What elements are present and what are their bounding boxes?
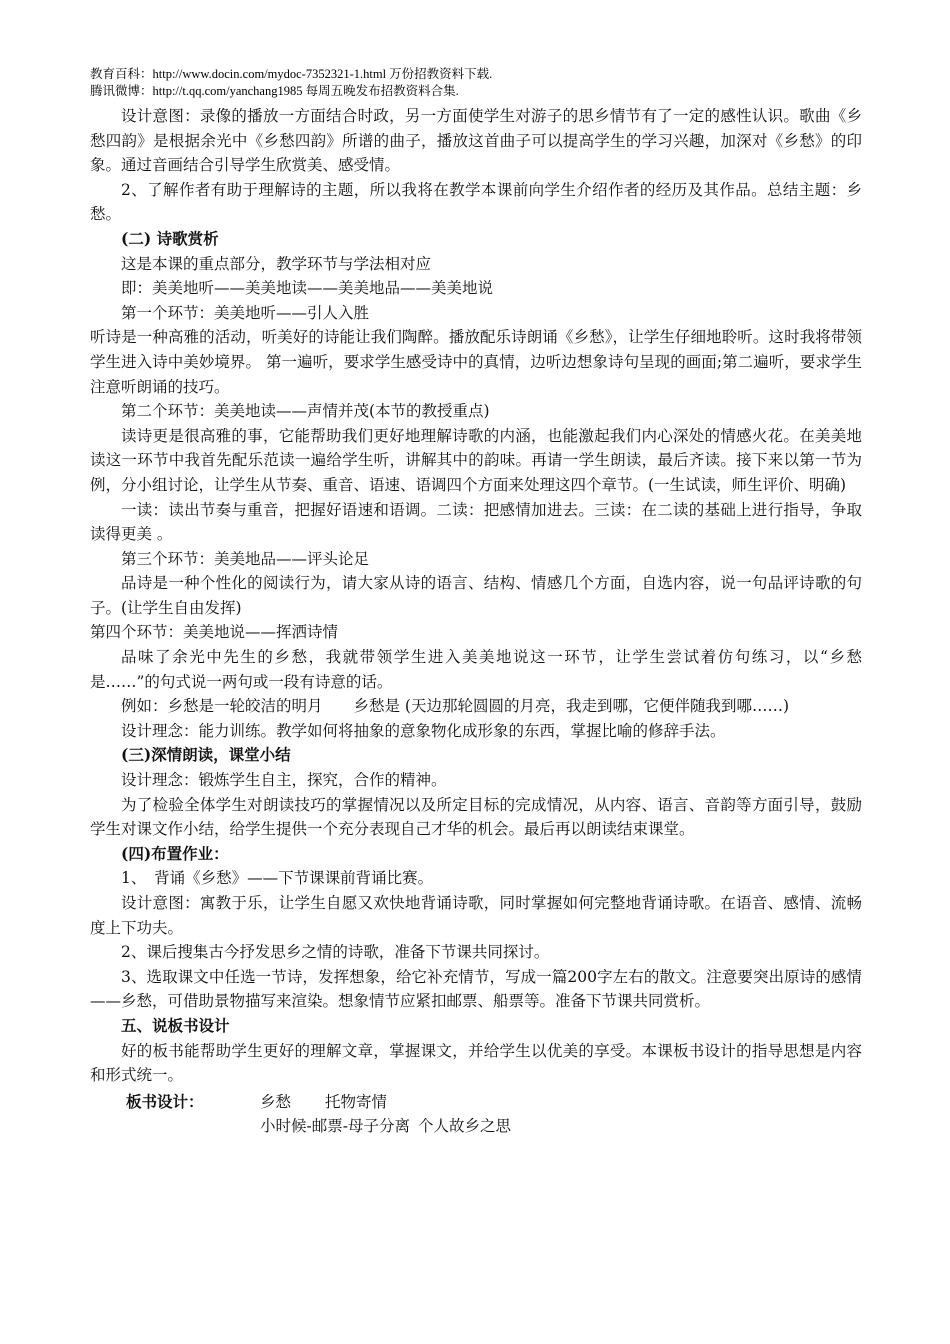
paragraph-step4-title: 第四个环节：美美地说——挥洒诗情	[90, 623, 339, 642]
paragraph-summary-body: 为了检验全体学生对朗读技巧的掌握情况以及所定目标的完成情况，从内容、语言、音韵等方面引导，鼓励学生对课文作小结，给学生提供一个充分表现自己才华的机会。最后再以朗读结束课堂。	[90, 795, 862, 839]
paragraph-step1-body: 听诗是一种高雅的活动，听美好的诗能让我们陶醉。播放配乐诗朗诵《乡愁》，让学生仔细地聆听。这时我将带领学生进入诗中美妙境界。 第一遍听，要求学生感受诗中的真情，边听边想象诗句呈现的画面;第二遍听，要求学生注意听朗诵的技巧。	[90, 328, 862, 396]
paragraph-step3-title: 第三个环节：美美地品——评头论足	[121, 549, 370, 568]
paragraph-step1-title: 第一个环节：美美地听——引人入胜	[121, 303, 370, 322]
paragraph-design-concept-ability: 设计理念：能力训练。教学如何将抽象的意象物化成形象的东西，掌握比喻的修辞手法。	[121, 721, 726, 740]
paragraph-homework-3: 3、选取课文中任选一节诗，发挥想象，给它补充情节，写成一篇200字左右的散文。注意要突出原诗的感情——乡愁，可借助景物描写来渲染。想象情节应紧扣邮票、船票等。准备下节课共同赏析。	[90, 967, 862, 1011]
board-subtitle: 托物寄情	[325, 1092, 388, 1111]
paragraph-design-intent-video: 设计意图：录像的播放一方面结合时政，另一方面使学生对游子的思乡情节有了一定的感性认识。歌曲《乡愁四韵》是根据余光中《乡愁四韵》所谱的曲子，播放这首曲子可以提高学生的学习兴趣，加深对《乡愁》的印象。通过音画结合引导学生欣赏美、感受情。	[90, 107, 862, 175]
paragraph-author-intro: 2、了解作者有助于理解诗的主题，所以我将在教学本课前向学生介绍作者的经历及其作品。总结主题：乡愁。	[90, 180, 862, 224]
heading-reading-summary: (三)深情朗读，课堂小结	[121, 745, 291, 765]
paragraph-design-concept-autonomy: 设计理念：锻炼学生自主，探究，合作的精神。	[121, 771, 447, 790]
paragraph-step2-title: 第二个环节：美美地读——声情并茂(本节的教授重点)	[121, 402, 490, 421]
paragraph-steps-overview: 即：美美地听——美美地读——美美地品——美美地说	[121, 279, 494, 298]
paragraph-step3-body: 品诗是一种个性化的阅读行为，请大家从诗的语言、结构、情感几个方面，自选内容，说一句品评诗歌的句子。(让学生自由发挥)	[90, 574, 862, 617]
board-design-row	[90, 1114, 862, 1139]
paragraph-homework-2: 2、课后搜集古今抒发思乡之情的诗歌，准备下节课共同探讨。	[121, 943, 550, 962]
header-line-baike: 教育百科：http://www.docin.com/mydoc-7352321-1.html 万份招教资料下载.	[90, 67, 493, 81]
board-design-block	[90, 1090, 862, 1115]
board-row-homesick: 个人故乡之思	[417, 1117, 511, 1136]
board-title: 乡愁	[260, 1092, 292, 1111]
heading-homework: (四)布置作业：	[121, 843, 229, 863]
header-line-weibo: 腾讯微博：http://t.qq.com/yanchang1985 每周五晚发布招教资料合集.	[90, 84, 459, 98]
paragraph-example: 例如：乡愁是一轮皎洁的明月 乡愁是 (天边那轮圆圆的月亮，我走到哪，它便伴随我到哪……)	[121, 697, 790, 716]
paragraph-step4-body: 品味了余光中先生的乡愁，我就带领学生进入美美地说这一环节，让学生尝试着仿句练习，以“乡愁是……”的句式说一两句或一段有诗意的话。	[90, 648, 862, 691]
board-row-childhood: 小时候-邮票-母子分离	[260, 1117, 410, 1136]
heading-board-design: 五、说板书设计	[121, 1015, 230, 1035]
page-header	[90, 66, 870, 100]
paragraph-homework-intent: 设计意图：寓教于乐，让学生自愿又欢快地背诵诗歌，同时掌握如何完整地背诵诗歌。在语音、感情、流畅度上下功夫。	[90, 894, 862, 937]
paragraph-key-part: 这是本课的重点部分，教学环节与学法相对应	[121, 254, 432, 273]
document-body	[90, 104, 862, 1139]
paragraph-homework-1: 1、 背诵《乡愁》——下节课课前背诵比赛。	[121, 869, 434, 888]
board-design-label: 板书设计：	[126, 1091, 204, 1111]
paragraph-board-design-body: 好的板书能帮助学生更好的理解文章，掌握课文，并给学生以优美的享受。本课板书设计的指导思想是内容和形式统一。	[90, 1041, 862, 1085]
paragraph-reading-steps: 一读：读出节奏与重音，把握好语速和语调。二读：把感情加进去。三读：在二读的基础上进行指导，争取读得更美 。	[90, 500, 862, 544]
paragraph-step2-body: 读诗更是很高雅的事，它能帮助我们更好地理解诗歌的内涵，也能激起我们内心深处的情感火花。在美美地读这一环节中我首先配乐范读一遍给学生听，讲解其中的韵味。再请一学生朗读，最后齐读。接下来以第一节为例，分小组讨论，让学生从节奏、重音、语速、语调四个方面来处理这四个章节。(一生试读，师生评价、明确)	[90, 426, 862, 494]
heading-poem-analysis: (二) 诗歌赏析	[121, 228, 219, 248]
